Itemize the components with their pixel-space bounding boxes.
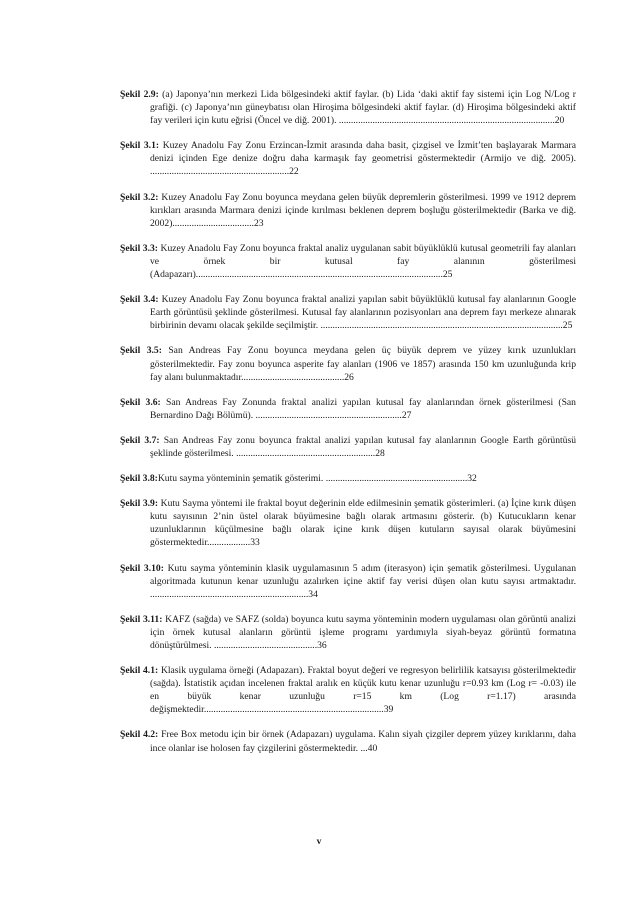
figure-caption: Kuzey Anadolu Fay Zonu boyunca meydana gelen büyük depremlerin gösterilmesi. 1999 ve 1912 deprem kırıkları arasında Marmara denizi içinde kırılması beklenen deprem boşluğu gösterilmektedir (Barka ve diğ. 2002). bbox=[150, 191, 576, 229]
figure-label: Şekil 3.5: bbox=[120, 345, 162, 357]
figure-entry bbox=[120, 139, 576, 178]
dot-leader: .......................................................... bbox=[236, 447, 376, 459]
figure-entry bbox=[120, 434, 576, 460]
figure-page-number: 23 bbox=[253, 217, 264, 229]
dot-leader: ................. bbox=[209, 537, 251, 549]
figure-page-number: 28 bbox=[375, 447, 385, 459]
figure-label: Şekil 3.3: bbox=[120, 242, 158, 254]
figure-label: Şekil 3.1: bbox=[120, 140, 160, 152]
dot-leader: ........................................... bbox=[213, 640, 318, 651]
figure-page-number: 27 bbox=[401, 409, 412, 421]
figure-page-number: 36 bbox=[317, 640, 327, 651]
dot-leader: ................................. bbox=[174, 217, 254, 229]
figure-entry bbox=[120, 191, 576, 230]
dot-leader: .......................................... bbox=[243, 371, 345, 383]
figure-entry bbox=[120, 396, 576, 422]
figure-page-number: 25 bbox=[562, 320, 573, 332]
figure-entry bbox=[120, 242, 576, 281]
figure-caption: (a) Japonya’nın merkezi Lida bölgesindeki aktif faylar. (b) Lida ‘daki aktif fay sistemi için Log N/Log r grafiği. (c) Japonya’nın güneybatısı olan Hiroşima bölgesindeki aktif faylar. (d) Hiroşima bölgesindeki aktif fay verileri için kutu eğrisi (Öncel ve diğ. 2001). bbox=[150, 89, 576, 127]
figure-page-number: 20 bbox=[554, 115, 565, 127]
figure-label: Şekil 3.11: bbox=[120, 613, 163, 625]
figure-page-number: 25 bbox=[442, 269, 453, 281]
dot-leader: ........................................................... bbox=[325, 473, 468, 485]
figure-label: Şekil 3.9: bbox=[120, 498, 159, 510]
figure-page-number: 22 bbox=[289, 166, 299, 178]
figure-label: Şekil 3.8: bbox=[120, 473, 158, 485]
figure-label: Şekil 3.4: bbox=[120, 294, 159, 306]
figure-entry bbox=[120, 728, 576, 754]
figure-caption: San Andreas Fay zonu boyunca fraktal analizi yapılan kutusal fay alanlarının Google Earth görüntüsü şeklinde gösterilmesi. bbox=[150, 434, 576, 459]
figure-label: Şekil 3.6: bbox=[120, 396, 161, 408]
figure-page-number: 34 bbox=[308, 588, 318, 600]
figure-caption: Klasik uygulama örneği (Adapazarı). Fraktal boyut değeri ve regresyon belirlilik katsayısı gösterilmektedir (sağda). İstatistik açıdan incelenen fraktal aralık en küçük kutu kenar uzunluğu r=0.93 km (Log r= -0.03) ile en büyük kenar uzunluğu r=15 km (Log r=1.17) arasında değişmektedir. bbox=[150, 665, 576, 716]
figure-page-number: 33 bbox=[250, 537, 260, 549]
figure-caption: Kuzey Anadolu Fay Zonu Erzincan-İzmit arasında daha basit, çizgisel ve İzmit’ten başlayarak Marmara denizi içinden Ege denize doğru daha karmaşık fay geometrisi göstermektedir (Armijo ve diğ. 2005). bbox=[150, 140, 576, 165]
dot-leader: .................................................................. bbox=[150, 588, 309, 600]
figure-entry bbox=[120, 664, 576, 716]
dot-leader: ..................................................................................................... bbox=[320, 320, 563, 332]
figure-label: Şekil 3.10: bbox=[120, 562, 164, 574]
figure-label: Şekil 3.2: bbox=[120, 191, 159, 203]
figure-page-number: 26 bbox=[344, 371, 354, 383]
figure-label: Şekil 4.2: bbox=[120, 729, 159, 741]
figure-entry bbox=[120, 497, 576, 549]
dot-leader: ... bbox=[360, 742, 368, 754]
figure-caption: Kuzey Anadolu Fay Zonu boyunca fraktal analizi yapılan sabit büyüklüklü kutusal fay alanlarının Google Earth görüntüsü şeklinde gösterilmesi. Kutusal fay alanlarının pozisyonları ana deprem fayı merkeze alınarak birbirinin devamı olacak şekilde seçilmiştir. bbox=[150, 294, 576, 332]
figure-entry bbox=[120, 88, 576, 127]
figure-caption: Kutu sayma yönteminin şematik gösterimi. bbox=[157, 473, 326, 485]
page-number: v bbox=[316, 836, 322, 847]
figure-caption: San Andreas Fay Zonunda fraktal analizi yapılan kutusal fay alanlarından örnek gösterilmesi (San Bernardino Dağı Bölümü). bbox=[150, 396, 576, 421]
figure-label: Şekil 4.1: bbox=[120, 665, 159, 677]
dot-leader: .......................................................................... bbox=[206, 704, 384, 716]
figure-caption: KAFZ (sağda) ve SAFZ (solda) boyunca kutu sayma yönteminin modern uygulaması olan görüntü analizi için örnek kutusal alanların görüntü işleme programı yardımıyla siyah-beyaz görüntü formatına dönüştürülmesi. bbox=[150, 613, 576, 651]
figure-page-number: 40 bbox=[367, 742, 378, 754]
figure-entry bbox=[120, 613, 576, 652]
figure-caption: Kutu Sayma yöntemi ile fraktal boyut değerinin elde edilmesinin şematik gösterimleri. (a) İçine kırık düşen kutu sayısının 2’nin üstel olarak büyümesine bağlı olarak artmasını gösterir. (b) Kutucukların kenar uzunluklarının küçülmesine bağlı olarak içine kırık düşen kutuların sayısal olarak büyümesini göstermektedir. bbox=[150, 498, 576, 549]
figure-label: Şekil 3.7: bbox=[120, 434, 160, 446]
figure-caption: San Andreas Fay Zonu boyunca meydana gelen üç büyük deprem ve yüzey kırık uzunlukları gösterilmektedir. Fay zonu boyunca asperite fay alanları (1906 ve 1857) arasında 150 km uzunluğunda krip fay alanı bulunmaktadır. bbox=[150, 345, 576, 383]
figure-page-number: 32 bbox=[467, 473, 477, 485]
figure-caption: Kutu sayma yönteminin klasik uygulamasının 5 adım (iterasyon) için şematik gösterilmesi. Uygulanan algoritmada kutunun kenar uzunluğu azalırken içine aktif fay verisi düşen olan kutu sayısı artmaktadır. bbox=[150, 562, 576, 587]
dot-leader: ...................................................................................................... bbox=[198, 269, 443, 281]
figure-caption: Kuzey Anadolu Fay Zonu boyunca fraktal analiz uygulanan sabit büyüklüklü kutusal geometrili fay alanları ve örnek bir kutusal fay alanının gösterilmesi (Adapazarı). bbox=[150, 242, 576, 281]
list-of-figures bbox=[120, 88, 576, 767]
figure-caption: Free Box metodu için bir örnek (Adapazarı) uygulama. Kalın siyah çizgiler deprem yüzey kırıklarını, daha ince olanlar ise holosen fay çizgilerini göstermektedir. bbox=[150, 729, 576, 754]
figure-entry bbox=[120, 293, 576, 332]
figure-entry bbox=[120, 562, 576, 601]
dot-leader: .......................................................... bbox=[150, 166, 290, 178]
figure-page-number: 39 bbox=[383, 704, 394, 716]
figure-entry bbox=[120, 344, 576, 383]
figure-label: Şekil 2.9: bbox=[120, 89, 159, 100]
dot-leader: ............................................................. bbox=[255, 409, 402, 421]
dot-leader: .......................................................................................... bbox=[338, 115, 555, 127]
figure-entry bbox=[120, 472, 576, 485]
